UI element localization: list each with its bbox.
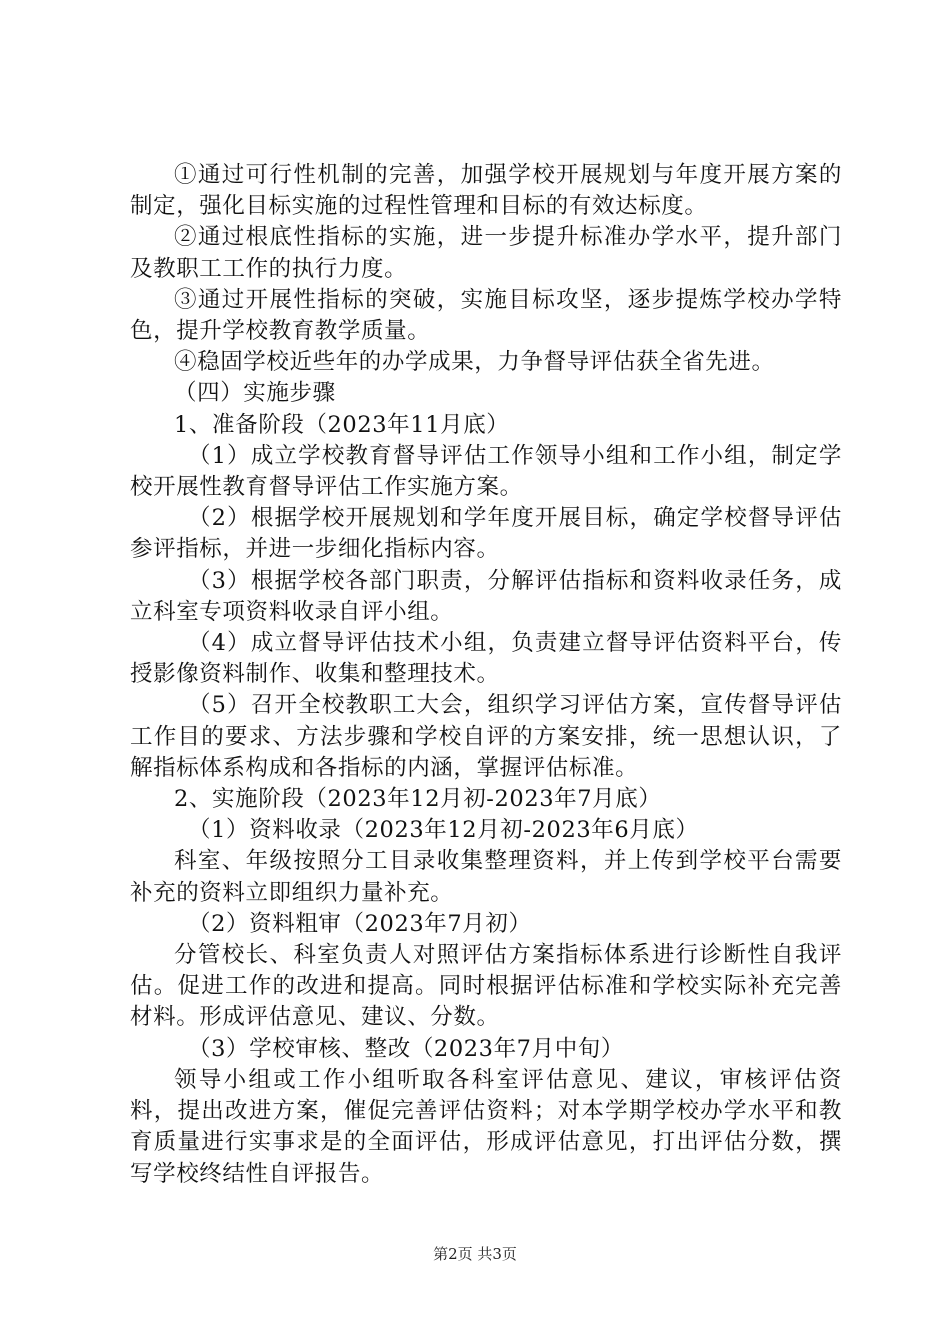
stage-heading: 2、实施阶段（2023年12月初-2023年7月底） — [174, 786, 662, 813]
sub-step-heading: （1）资料收录（2023年12月初-2023年6月底） — [188, 817, 699, 844]
paragraph: （3）根据学校各部门职责，分解评估指标和资料收录任务，成立科室专项资料收录自评小组。 — [130, 567, 842, 625]
page-number-footer: 第2页 共3页 — [433, 1245, 517, 1263]
sub-step-heading: （3）学校审核、整改（2023年7月中旬） — [188, 1035, 624, 1062]
paragraph: （2）根据学校开展规划和学年度开展目标，确定学校督导评估参评指标，并进一步细化指标内容。 — [130, 505, 842, 563]
document-body — [130, 160, 842, 1190]
paragraph: 科室、年级按照分工目录收集整理资料，并上传到学校平台需要补充的资料立即组织力量补充。 — [130, 848, 842, 906]
paragraph: （1）成立学校教育督导评估工作领导小组和工作小组，制定学校开展性教育督导评估工作实施方案。 — [130, 442, 842, 501]
paragraph: ①通过可行性机制的完善，加强学校开展规划与年度开展方案的制定，强化目标实施的过程性管理和目标的有效达标度。 — [130, 162, 842, 220]
paragraph: （5）召开全校教职工大会，组织学习评估方案，宣传督导评估工作目的要求、方法步骤和学校自评的方案安排，统一思想认识，了解指标体系构成和各指标的内涵，掌握评估标准。 — [130, 692, 842, 781]
paragraph: ③通过开展性指标的突破，实施目标攻坚，逐步提炼学校办学特色，提升学校教育教学质量。 — [130, 286, 842, 345]
sub-step-heading: （2）资料粗审（2023年7月初） — [188, 910, 532, 937]
paragraph: ④稳固学校近些年的办学成果，力争督导评估获全省先进。 — [174, 349, 775, 376]
stage-heading: 1、准备阶段（2023年11月底） — [174, 411, 510, 438]
paragraph: 分管校长、科室负责人对照评估方案指标体系进行诊断性自我评估。促进工作的改进和提高。同时根据评估标准和学校实际补充完善材料。形成评估意见、建议、分数。 — [130, 942, 842, 1031]
paragraph: 领导小组或工作小组听取各科室评估意见、建议，审核评估资料，提出改进方案，催促完善评估资料；对本学期学校办学水平和教育质量进行实事求是的全面评估，形成评估意见，打出评估分数，撰写学校终结性自评报告。 — [130, 1066, 842, 1187]
paragraph: （4）成立督导评估技术小组，负责建立督导评估资料平台，传授影像资料制作、收集和整理技术。 — [130, 630, 842, 688]
paragraph: ②通过根底性指标的实施，进一步提升标准办学水平，提升部门及教职工工作的执行力度。 — [130, 224, 842, 282]
section-heading: （四）实施步骤 — [174, 380, 336, 407]
